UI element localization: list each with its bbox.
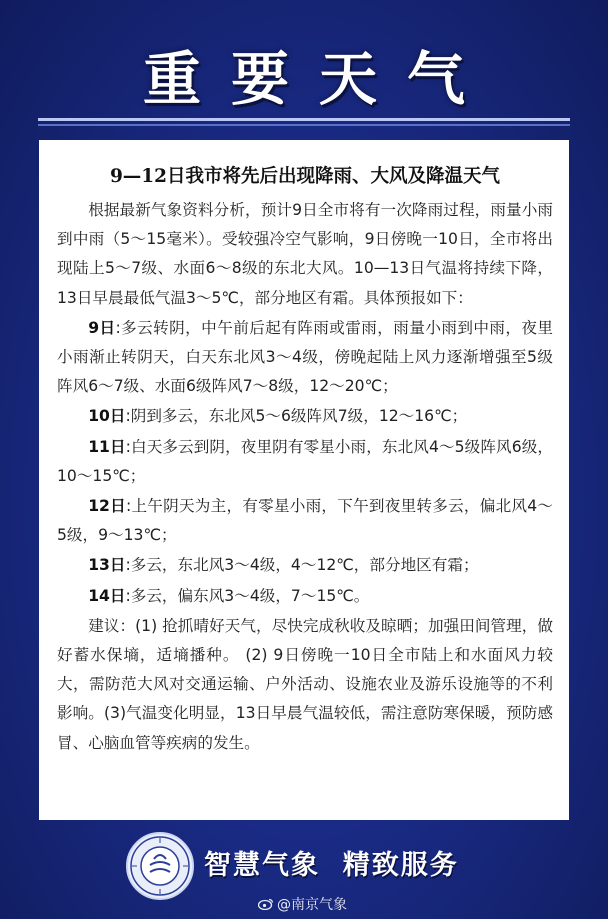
forecast-text: :多云转阴，中午前后起有阵雨或雷雨，雨量小雨到中雨，夜里小雨渐止转阴天，白天东北风3～4级，傍晚起陆上风力逐渐增强至5级阵风6～7级、水面6级阵风7～8级，12～20℃； xyxy=(57,318,553,396)
content-panel xyxy=(39,140,569,820)
title-divider-bottom xyxy=(38,124,570,126)
forecast-item xyxy=(57,551,553,580)
intro-paragraph: 根据最新气象资料分析，预计9日全市将有一次降雨过程，雨量小雨到中雨（5～15毫米）。受较强冷空气影响，9日傍晚一10日，全市将出现陆上5～7级、水面6～8级的东北大风。10—13日气温将持续下降，13日早晨最低气温3～5℃，部分地区有霜。具体预报如下： xyxy=(57,201,553,307)
forecast-text: :上午阴天为主，有零星小雨，下午到夜里转多云，偏北风4～5级，9～13℃； xyxy=(57,497,553,545)
forecast-day: 13日 xyxy=(88,556,126,575)
forecast-text: :白天多云到阴，夜里阴有零星小雨，东北风4～5级阵风6级，10～15℃； xyxy=(57,437,553,485)
forecast-day: 10日 xyxy=(88,407,126,426)
forecast-day: 14日 xyxy=(88,586,126,605)
forecast-item xyxy=(57,402,553,431)
weibo-icon xyxy=(258,898,274,910)
weibo-handle: @南京气象 xyxy=(277,897,347,913)
forecast-day: 12日 xyxy=(88,497,126,516)
forecast-item xyxy=(57,492,553,550)
advice-paragraph: 建议：(1) 抢抓晴好天气，尽快完成秋收及晾晒；加强田间管理，做好蓄水保墒，适墒播种。 (2) 9日傍晚一10日全市陆上和水面风力较大，需防范大风对交通运输、户外活动、设施农业及游乐设施等的不利影响。(3)气温变化明显，13日早晨气温较低，需注意防寒保暖，预防感冒、心脑血管等疾病的发生。 xyxy=(57,616,553,752)
forecast-text: :多云，偏东风3～4级，7～15℃。 xyxy=(125,586,370,605)
title-divider-top xyxy=(38,118,570,121)
forecast-item xyxy=(57,314,553,402)
weibo-watermark xyxy=(258,894,347,914)
forecast-item xyxy=(57,582,553,611)
forecast-item xyxy=(57,433,553,491)
page-title: 重要天气 xyxy=(142,45,495,113)
forecast-text: :阴到多云，东北风5～6级阵风7级，12～16℃； xyxy=(125,407,468,426)
slogan: 智慧气象 精致服务 xyxy=(204,850,459,881)
headline: 9—12日我市将先后出现降雨、大风及降温天气 xyxy=(109,166,501,187)
forecast-day: 11日 xyxy=(88,437,126,456)
forecast-day: 9日 xyxy=(88,318,116,337)
forecast-text: :多云，东北风3～4级，4～12℃，部分地区有霜； xyxy=(125,556,479,575)
meteorological-bureau-logo-icon xyxy=(126,832,194,900)
